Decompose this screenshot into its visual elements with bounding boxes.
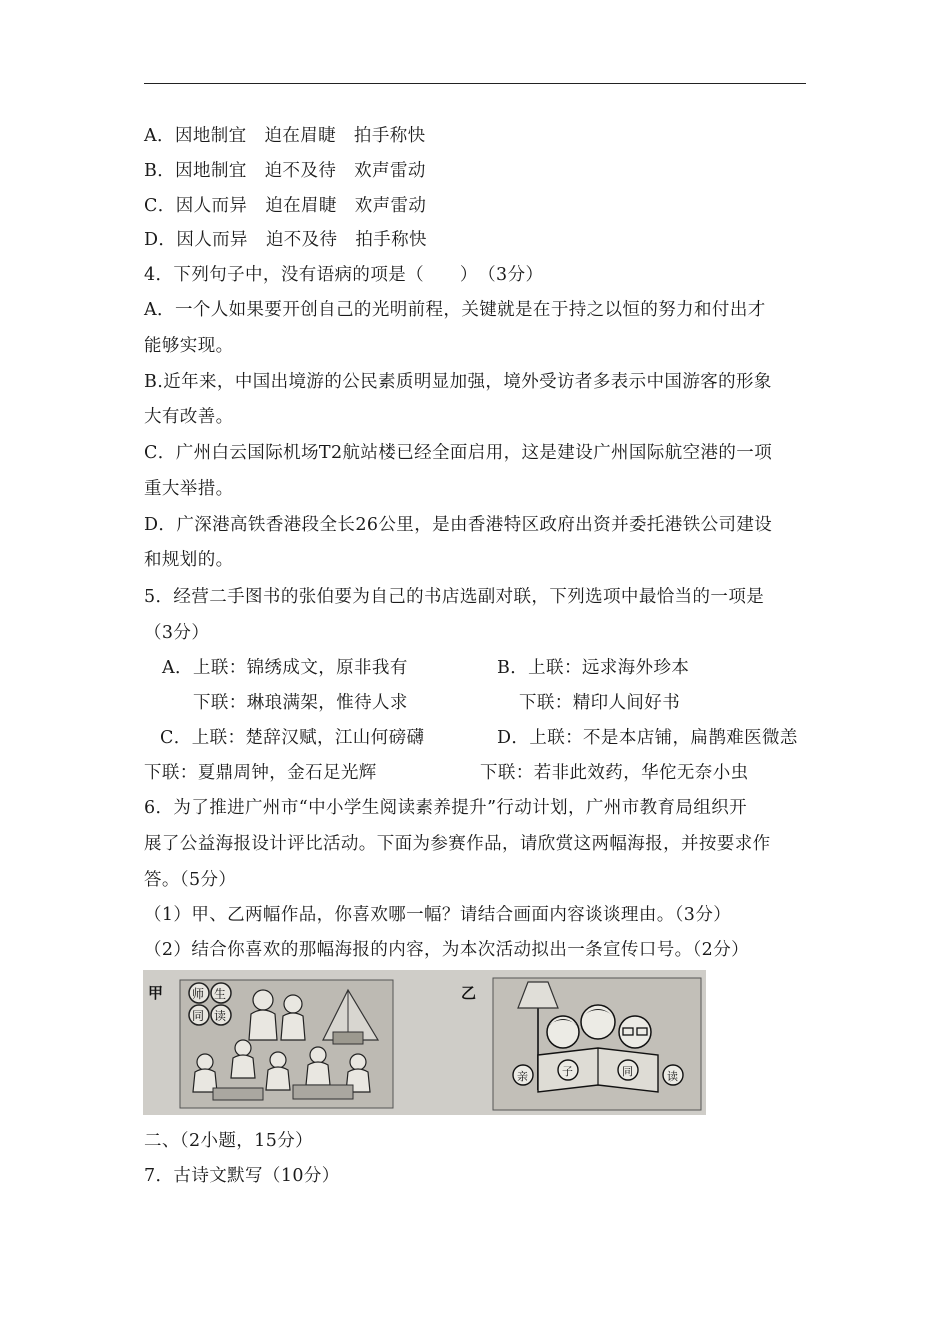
poster-jia xyxy=(148,980,393,1108)
poster-yi xyxy=(461,978,701,1110)
q6-sub-question-2: （2）结合你喜欢的那幅海报的内容，为本次活动拟出一条宣传口号。（2分） xyxy=(144,940,750,960)
q3-option-b: B．因地制宜 迫不及待 欢声雷动 xyxy=(144,161,426,181)
poster-jia-label: 甲 xyxy=(148,984,164,1002)
q4-option-d-line2: 和规划的。 xyxy=(144,550,234,570)
q5-stem-line1: 5．经营二手图书的张伯要为自己的书店选副对联，下列选项中最恰当的一项是 xyxy=(144,587,765,607)
q7-heading: 7．古诗文默写（10分） xyxy=(144,1166,340,1186)
q5-option-c-down: 下联：夏鼎周钟，金石足光辉 xyxy=(144,763,377,783)
q3-option-c: C．因人而异 迫在眉睫 欢声雷动 xyxy=(144,196,427,216)
q4-option-b-line2: 大有改善。 xyxy=(144,407,234,427)
q4-option-d-line1: D．广深港高铁香港段全长26公里，是由香港特区政府出资并委托港铁公司建设 xyxy=(144,515,773,535)
q5-option-a-down: 下联：琳琅满架，惟待人求 xyxy=(193,693,408,713)
poster-image-strip xyxy=(143,970,706,1115)
q5-option-b-up: B．上联：远求海外珍本 xyxy=(497,658,690,678)
q5-option-d-up: D．上联：不是本店铺，扁鹊难医微恙 xyxy=(497,728,798,748)
q4-stem: 4．下列句子中，没有语病的项是（ ） （3分） xyxy=(144,265,544,285)
poster-jia-sign-char-3: 同 xyxy=(192,1009,205,1023)
q4-option-a-line1: A．一个人如果要开创自己的光明前程，关键就是在于持之以恒的努力和付出才 xyxy=(144,300,766,320)
header-rule xyxy=(144,83,806,84)
q6-sub-question-1: （1）甲、乙两幅作品，你喜欢哪一幅？请结合画面内容谈谈理由。（3分） xyxy=(144,905,732,925)
poster-yi-sign-char-3: 同 xyxy=(622,1065,633,1078)
q5-stem-line2: （3分） xyxy=(144,623,210,643)
poster-yi-sign-char-2: 子 xyxy=(562,1065,573,1078)
q4-option-c-line2: 重大举措。 xyxy=(144,479,234,499)
q4-option-b-line1: B.近年来，中国出境游的公民素质明显加强，境外受访者多表示中国游客的形象 xyxy=(144,372,772,392)
poster-yi-sign-char-1: 亲 xyxy=(517,1070,528,1083)
q4-option-c-line1: C．广州白云国际机场T2航站楼已经全面启用，这是建设广州国际航空港的一项 xyxy=(144,443,773,463)
q6-stem-line3: 答。（5分） xyxy=(144,870,237,890)
q5-option-a-up: A．上联：锦绣成文，原非我有 xyxy=(162,658,408,678)
q6-stem-line2: 展了公益海报设计评比活动。下面为参赛作品，请欣赏这两幅海报，并按要求作 xyxy=(144,834,771,854)
q4-option-a-line2: 能够实现。 xyxy=(144,336,234,356)
q5-option-c-up: C．上联：楚辞汉赋，江山何磅礴 xyxy=(160,728,425,748)
q3-option-d: D．因人而异 迫不及待 拍手称快 xyxy=(144,230,427,250)
q5-option-b-down: 下联：精印人间好书 xyxy=(519,693,681,713)
poster-jia-sign-char-4: 读 xyxy=(214,1009,227,1023)
poster-yi-label: 乙 xyxy=(461,984,477,1002)
q3-option-a: A．因地制宜 迫在眉睫 拍手称快 xyxy=(144,126,426,146)
q6-stem-line1: 6．为了推进广州市“中小学生阅读素养提升”行动计划，广州市教育局组织开 xyxy=(144,798,748,818)
poster-jia-sign-char-1: 师 xyxy=(192,987,205,1001)
poster-jia-sign-char-2: 生 xyxy=(214,987,227,1001)
poster-yi-sign-char-4: 读 xyxy=(667,1070,678,1083)
section-2-heading: 二、（2小题，15分） xyxy=(144,1131,314,1151)
q5-option-d-down: 下联：若非此效药，华佗无奈小虫 xyxy=(480,763,749,783)
